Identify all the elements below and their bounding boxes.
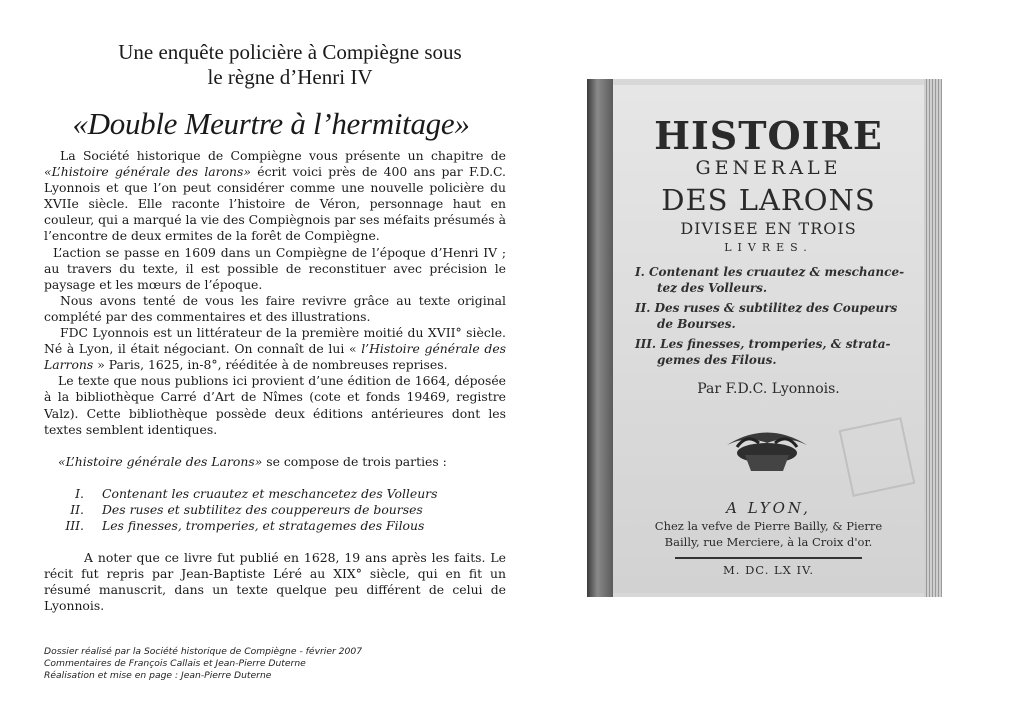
book-line: Bailly, rue Merciere, à la Croix d'or. (664, 535, 873, 549)
subtitle (74, 40, 506, 90)
book-line: gemes des Filous. (657, 353, 777, 367)
book-line: tez des Volleurs. (657, 281, 768, 295)
paragraph-5: Le texte que nous publions ici provient d’une édition de 1664, déposée à la bibliothèque Carré d’Art de Nîmes (cote et fonds 19469, registre Valz). Cette bibliothèque possède deux éditions antérieures dont les textes semblent identiques. (44, 373, 506, 437)
paragraph-2: L’action se passe en 1609 dans un Compiègne de l’époque d’Henri IV ; au travers du texte, il est possible de reconstituer avec précision le paysage et les mœurs de l’époque. (44, 244, 506, 292)
book-line: GENERALE (695, 157, 842, 179)
book-line: LIVRES. (724, 241, 813, 254)
book-line: DIVISEE EN TROIS (680, 219, 857, 238)
list-item: I. Contenant les cruautez et meschancetez des Volleurs (75, 485, 438, 501)
book-line: de Bourses. (657, 317, 736, 331)
credit-line: Commentaires de François Callais et Jean-Pierre Duterne (44, 658, 306, 669)
book-line: DES LARONS (661, 183, 876, 217)
credit-line: Réalisation et mise en page : Jean-Pierre Duterne (44, 670, 272, 681)
subtitle-line-1: Une enquête policière à Compiègne sous (118, 40, 462, 64)
book-line: A LYON, (726, 499, 811, 517)
book-line: M. DC. LX IV. (723, 563, 814, 577)
parts-intro: «L’histoire générale des Larons» se compose de trois parties : (58, 453, 447, 469)
rule (675, 557, 862, 559)
page-title: «Double Meurtre à l’hermitage» (72, 106, 470, 141)
list-item: III. Les finesses, tromperies, et stratagemes des Filous (65, 517, 425, 533)
library-stamp (839, 417, 916, 497)
credits (44, 646, 362, 682)
credit-line: Dossier réalisé par la Société historique de Compiègne - février 2007 (44, 646, 363, 657)
list-item: II. Des ruses et subtilitez des coupper​eurs de bourses (70, 501, 423, 517)
book-title-ref: l’Histoire générale des Larrons (44, 341, 507, 373)
subtitle-line-2: le règne d’Henri IV (207, 65, 373, 89)
basket-ornament (717, 425, 817, 475)
paragraph-1: La Société historique de Compiègne vous présente un chapitre de «L’histoire générale des larons» écrit voici près de 400 ans par F.D.C. Lyonnois et que l’on peut considérer comme une nouvelle policière du XVIIe siècle. Elle raconte l’histoire de Véron, personnage haut en couleur, qui a marqué la vie des Compiègnois par ses méfaits présumés à l’encontre de deux ermites de la forêt de Compiègne. (44, 148, 506, 244)
book-spine (587, 79, 613, 597)
book-title-page-photo (587, 79, 942, 597)
book-line: HISTOIRE (654, 113, 883, 158)
book-line: Chez la vefve de Pierre Bailly, & Pierre (654, 519, 883, 533)
book-title-ref: «L’histoire générale des larons» (44, 164, 251, 180)
article-body (44, 148, 506, 614)
book-line: Par F.D.C. Lyonnois. (697, 381, 840, 397)
parts-list (44, 486, 506, 534)
book-line: III. Les finesses, tromperies, & strata- (635, 337, 891, 351)
book-line: II. Des ruses & subtilitez des Coupeurs (635, 301, 898, 315)
paragraph-note: A noter que ce livre fut publié en 1628, 19 ans après les faits. Le récit fut repris par Jean-Baptiste Léré au XIX° siècle, qui en fit un résumé manuscrit, dans un texte quelque peu différent de celui de Lyonnois. (44, 550, 506, 614)
book-line: I. Contenant les cruautez & meschance- (635, 265, 905, 279)
text-column (44, 40, 506, 614)
paragraph-3: Nous avons tenté de vous les faire revivre grâce au texte original complété par des commentaires et des illustrations. (44, 292, 506, 324)
paragraph-4: FDC Lyonnois est un littérateur de la première moitié du XVII° siècle. Né à Lyon, il était négociant. On connaît de lui « l’Histoire générale des Larrons » Paris, 1625, in-8°, rééditée à de nombreuses reprises. (44, 325, 507, 373)
title-page (613, 85, 924, 593)
